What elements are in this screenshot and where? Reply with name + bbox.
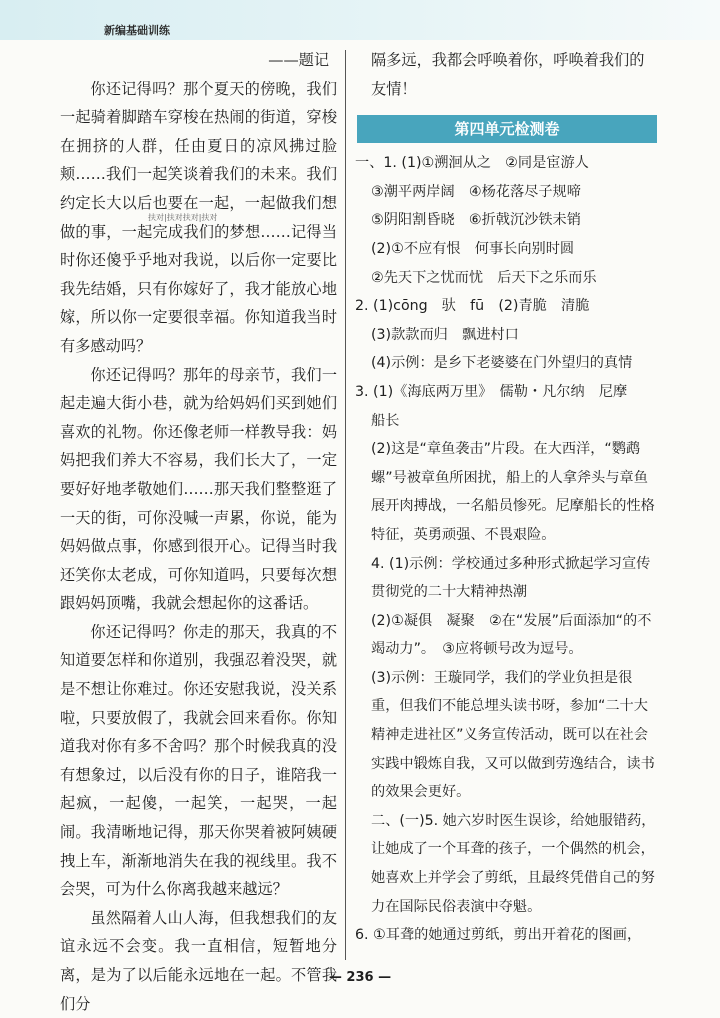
essay-signature: ——题记 <box>268 51 329 69</box>
answer-line: 一、1. (1)①溯洄从之 ②同是宦游人 <box>355 155 589 172</box>
margin-stamp: 扶对|扶对扶对|扶对 <box>148 213 218 222</box>
answer-line: (4)示例：是乡下老婆婆在门外望归的真情 <box>371 355 633 372</box>
answer-line: (3)示例：王璇同学，我们的学业负担是很重，但我们不能总埋头读书呀，参加“二十大精神走进社区”义务宣传活动，既可以在社会实践中锻炼自我，又可以做到劳逸结合，读书的效果会更好。 <box>371 669 655 801</box>
answer-line: (2)①不应有恨 何事长向别时圆 <box>371 240 575 257</box>
answer-line: 3. (1)《海底两万里》 儒勒・凡尔纳 尼摩 <box>355 383 628 400</box>
answer-line: ③潮平两岸阔 ④杨花落尽子规啼 <box>371 183 581 200</box>
answer-line: 船长 <box>371 412 400 429</box>
essay-continuation: 隔多远，我都会呼唤着你，呼唤着我们的 <box>371 51 645 69</box>
answer-line: ②先天下之忧而忧 后天下之乐而乐 <box>371 269 597 286</box>
page-number: — 236 — <box>328 970 392 985</box>
answer-column <box>355 46 660 950</box>
essay-column <box>60 46 337 1018</box>
section-banner: 第四单元检测卷 <box>357 115 657 143</box>
answer-line: (2)这是“章鱼袭击”片段。在大西洋，“鹦鹉螺”号被章鱼所困扰，船上的人拿斧头与章鱼展开肉搏战，一名船员惨死。尼摩船长的性格特征，英勇顽强、不畏艰险。 <box>371 441 655 543</box>
answer-line: 6. ①耳聋的她通过剪纸，剪出开着花的图画， <box>355 927 642 944</box>
answer-line: 2. (1)cōng 驮 fū (2)青脆 清脆 <box>355 298 590 315</box>
answer-line: ⑤阴阳割昏晓 ⑥折戟沉沙铁未销 <box>371 212 581 229</box>
answer-line: (3)款款而归 飘进村口 <box>371 326 519 343</box>
essay-continuation: 友情！ <box>371 79 417 98</box>
essay-paragraph: 你还记得吗？那年的母亲节，我们一起走遍大街小巷，就为给妈妈们买到她们喜欢的礼物。你还像老师一样教导我：妈妈把我们养大不容易，我们长大了，一定要好好地孝敬她们……那天我们整整逛了一天的街，可你没喊一声累，你说，能为妈妈做点事，你感到很开心。记得当时我还笑你太老成，可你知道吗，只要每次想跟妈妈顶嘴，我就会想起你的这番话。 <box>60 365 337 613</box>
answer-line: (2)①凝俱 凝聚 ②在“发展”后面添加“的不竭动力”。 ③应将顿号改为逗号。 <box>371 612 652 658</box>
essay-paragraph: 你还记得吗？那个夏天的傍晚，我们一起骑着脚踏车穿梭在热闹的街道，穿梭在拥挤的人群，任由夏日的凉风拂过脸颊……我们一起笑谈着我们的未来。我们约定长大以后也要在一起，一起做我们想做的事，一起完成我们的梦想……记得当时你还傻乎乎地对我说，以后你一定要比我先结婚，只有你嫁好了，我才能放心地嫁，所以你一定要很幸福。你知道我当时有多感动吗？ <box>60 79 337 355</box>
essay-paragraph: 虽然隔着人山人海，但我想我们的友谊永远不会变。我一直相信，短暂地分离，是为了以后能永远地在一起。不管我们分 <box>60 908 337 1013</box>
answer-line: 二、(一)5. 她六岁时医生误诊，给她服错药，让她成了一个耳聋的孩子，一个偶然的机会，她喜欢上并学会了剪纸，且最终凭借自己的努力在国际民俗表演中夺魁。 <box>371 812 656 915</box>
answer-line: 4. (1)示例：学校通过多种形式掀起学习宣传贯彻党的二十大精神热潮 <box>371 555 651 601</box>
book-title: 新编基础训练 <box>104 24 170 37</box>
page-header <box>0 0 720 40</box>
column-divider <box>345 50 346 960</box>
essay-paragraph: 你还记得吗？你走的那天，我真的不知道要怎样和你道别，我强忍着没哭，就是不想让你难过。你还安慰我说，没关系啦，只要放假了，我就会回来看你。你知道我对你有多不舍吗？那个时候我真的没有想象过，以后没有你的日子，谁陪我一起疯，一起傻，一起笑，一起哭，一起闹。我清晰地记得，那天你哭着被阿姨硬拽上车，渐渐地消失在我的视线里。我不会哭，可为什么你离我越来越远？ <box>60 622 337 899</box>
